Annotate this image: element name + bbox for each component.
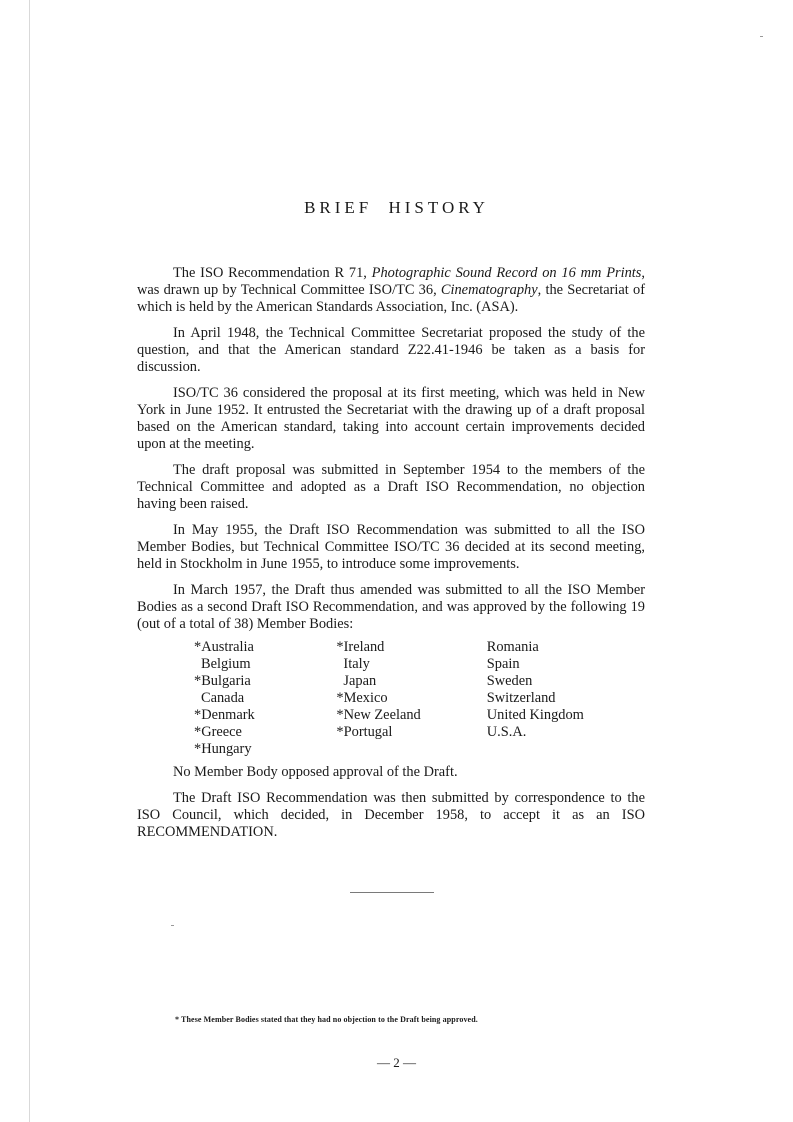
member-body: *Ireland: [336, 639, 385, 655]
paragraph-no-opposition: No Member Body opposed approval of the Draft.: [173, 764, 458, 780]
page-title: BRIEF HISTORY: [304, 198, 489, 217]
recommendation-title: Photographic Sound Record on 16 mm Prints: [371, 265, 642, 281]
member-body: Japan: [343, 673, 377, 689]
member-body: Canada: [201, 690, 245, 706]
member-body: Italy: [343, 656, 370, 672]
paragraph-first-meeting: ISO/TC 36 considered the proposal at its first meeting, which was held in New York in June 1952. It entrusted the Secretariat with the drawing up of a draft proposal based on the American standard, taking into account certain improvements decided upon at the meeting.: [137, 385, 645, 452]
intro-text-e: , the Secretariat of which is held by the American Standards Association, Inc. (ASA).: [137, 282, 645, 315]
member-body: Sweden: [486, 673, 533, 689]
member-body: *Mexico: [336, 690, 388, 706]
member-column-1: [194, 639, 336, 758]
member-body: *Portugal: [336, 724, 393, 740]
member-column-3: [487, 639, 645, 758]
member-body: *Australia: [194, 639, 254, 655]
intro-text-a: The ISO Recommendation R 71,: [173, 265, 372, 281]
member-body: Belgium: [201, 656, 251, 672]
paragraph-council-decision: The Draft ISO Recommendation was then submitted by correspondence to the ISO Council, which decided, in December 1958, to accept it as an ISO RECOMMENDATION.: [137, 790, 645, 840]
member-body: Spain: [486, 656, 520, 672]
member-body: U.S.A.: [486, 724, 527, 740]
member-body: *Denmark: [194, 707, 255, 723]
paragraph-draft-proposal: The draft proposal was submitted in September 1954 to the members of the Technical Committee and adopted as a Draft ISO Recommendation, no objection having been raised.: [137, 462, 645, 512]
scan-speck: [760, 36, 763, 37]
paragraph-may-1955: In May 1955, the Draft ISO Recommendation was submitted to all the ISO Member Bodies, but Technical Committee ISO/TC 36 decided at its second meeting, held in Stockholm in June 1955, to introduce some improvements.: [137, 522, 645, 572]
member-body: *Hungary: [194, 741, 252, 757]
footnote: * These Member Bodies stated that they had no objection to the Draft being approved.: [175, 1015, 478, 1024]
member-body: United Kingdom: [486, 707, 584, 723]
member-body: *Bulgaria: [194, 673, 251, 689]
scan-speck: [171, 925, 174, 926]
member-body: Romania: [486, 639, 539, 655]
page-number: — 2 —: [377, 1055, 416, 1070]
intro-text-c: , was drawn up by Technical Committee ISO/TC 36,: [137, 265, 645, 298]
committee-subject: Cinematography: [440, 282, 538, 298]
paragraph-april-1948: In April 1948, the Technical Committee Secretariat proposed the study of the question, and that the American standard Z22.41-1946 be taken as a basis for discussion.: [137, 325, 645, 375]
paragraph-intro: [137, 265, 645, 316]
paragraph-march-1957: In March 1957, the Draft thus amended was submitted to all the ISO Member Bodies as a second Draft ISO Recommendation, and was approved by the following 19 (out of a total of 38) Member Bodies:: [137, 582, 645, 632]
member-body: Switzerland: [486, 690, 556, 706]
history-body: [137, 265, 645, 841]
member-column-2: [336, 639, 486, 758]
member-bodies-list: [194, 639, 645, 758]
member-body: *Greece: [194, 724, 242, 740]
section-separator: [350, 892, 434, 893]
member-body: *New Zeeland: [336, 707, 421, 723]
page-edge-line: [29, 0, 30, 1122]
